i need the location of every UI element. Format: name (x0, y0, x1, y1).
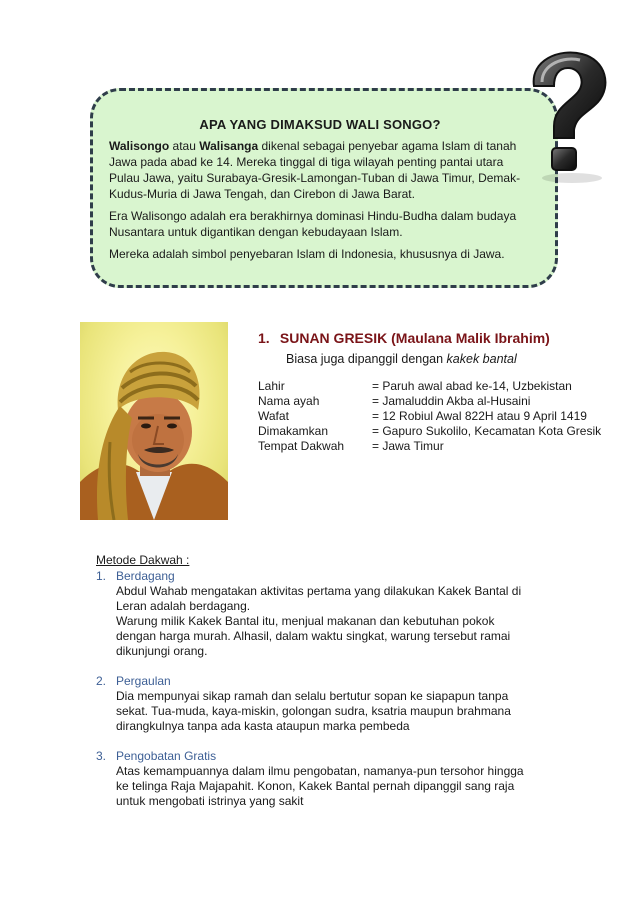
fact-row (258, 409, 618, 424)
method-item-heading: 2. Pergaulan (96, 674, 171, 688)
term-walisongo: Walisongo (109, 139, 170, 153)
alias-name: kakek bantal (446, 352, 517, 366)
sunan-title (258, 330, 618, 346)
term-walisanga: Walisanga (199, 139, 259, 153)
method-item-heading: 3. Pengobatan Gratis (96, 749, 217, 763)
fact-value: = Paruh awal abad ke-14, Uzbekistan (372, 379, 572, 393)
fact-label: Nama ayah (258, 394, 320, 408)
sunan-bio (258, 330, 618, 454)
intro-paragraph-1: Walisongo atau Walisanga dikenal sebagai penyebar agama Islam di tanah Jawa pada abad ke 14. Mereka tinggal di tiga wilayah penting pantai utara Pulau Jawa, yaitu Surabaya-Gresik-Lamongan-Tuban di Jawa Timur, Demak-Kudus-Muria di Jawa Tengah, dan Cirebon di Jawa Barat. (109, 139, 521, 201)
method-item (96, 674, 556, 734)
sunan-name: SUNAN GRESIK (Maulana Malik Ibrahim) (279, 330, 550, 346)
intro-paragraph-3: Mereka adalah simbol penyebaran Islam di Indonesia, khususnya di Jawa. (109, 247, 505, 261)
portrait-illustration (80, 322, 228, 520)
fact-value: = Gapuro Sukolilo, Kecamatan Kota Gresik (372, 424, 602, 438)
method-item (96, 749, 556, 809)
intro-callout (90, 88, 558, 288)
sunan-number: 1. (258, 330, 270, 346)
sunan-alias: Biasa juga dipanggil dengan kakek bantal (286, 352, 517, 366)
fact-value: = Jamaluddin Akba al-Husaini (372, 394, 531, 408)
method-section (96, 553, 556, 824)
fact-label: Lahir (258, 379, 285, 393)
facts-list (258, 379, 618, 454)
fact-row (258, 394, 618, 409)
fact-row (258, 379, 618, 394)
question-mark-icon (520, 46, 612, 186)
method-item (96, 569, 556, 659)
method-item-body: Dia mempunyai sikap ramah dan selalu bertutur sopan ke siapapun tanpa sekat. Tua-muda, kaya-miskin, golongan sudra, ksatria maupun brahmana dirangkulnya tanpa ada kasta ataupun marka pembeda (116, 689, 511, 733)
fact-value: = 12 Robiul Awal 822H atau 9 April 1419 (372, 409, 587, 423)
sunan-gresik-portrait (80, 322, 228, 520)
method-item-body: Atas kemampuannya dalam ilmu pengobatan, namanya-pun tersohor hingga ke telinga Raja Majapahit. Konon, Kakek Bantal pernah dipanggil sang raja untuk mengobati istrinya yang sakit (116, 764, 524, 808)
method-item-body: Abdul Wahab mengatakan aktivitas pertama yang dilakukan Kakek Bantal di Leran adalah berdagang. Warung milik Kakek Bantal itu, menjual makanan dan kebutuhan pokok dengan harga murah. Alhasil, dalam waktu singkat, warung tersebut ramai dikunjungi orang. (116, 584, 522, 658)
method-item-heading: 1. Berdagang (96, 569, 175, 583)
fact-row (258, 439, 618, 454)
fact-label: Dimakamkan (258, 424, 329, 438)
fact-label: Wafat (258, 409, 289, 423)
intro-paragraph-2: Era Walisongo adalah era berakhirnya dominasi Hindu-Budha dalam budaya Nusantara untuk digantikan dengan kebudayaan Islam. (109, 209, 517, 239)
method-title: Metode Dakwah : (96, 553, 190, 567)
intro-title: APA YANG DIMAKSUD WALI SONGO? (199, 117, 441, 132)
fact-label: Tempat Dakwah (258, 439, 345, 453)
fact-row (258, 424, 618, 439)
fact-value: = Jawa Timur (372, 439, 444, 453)
